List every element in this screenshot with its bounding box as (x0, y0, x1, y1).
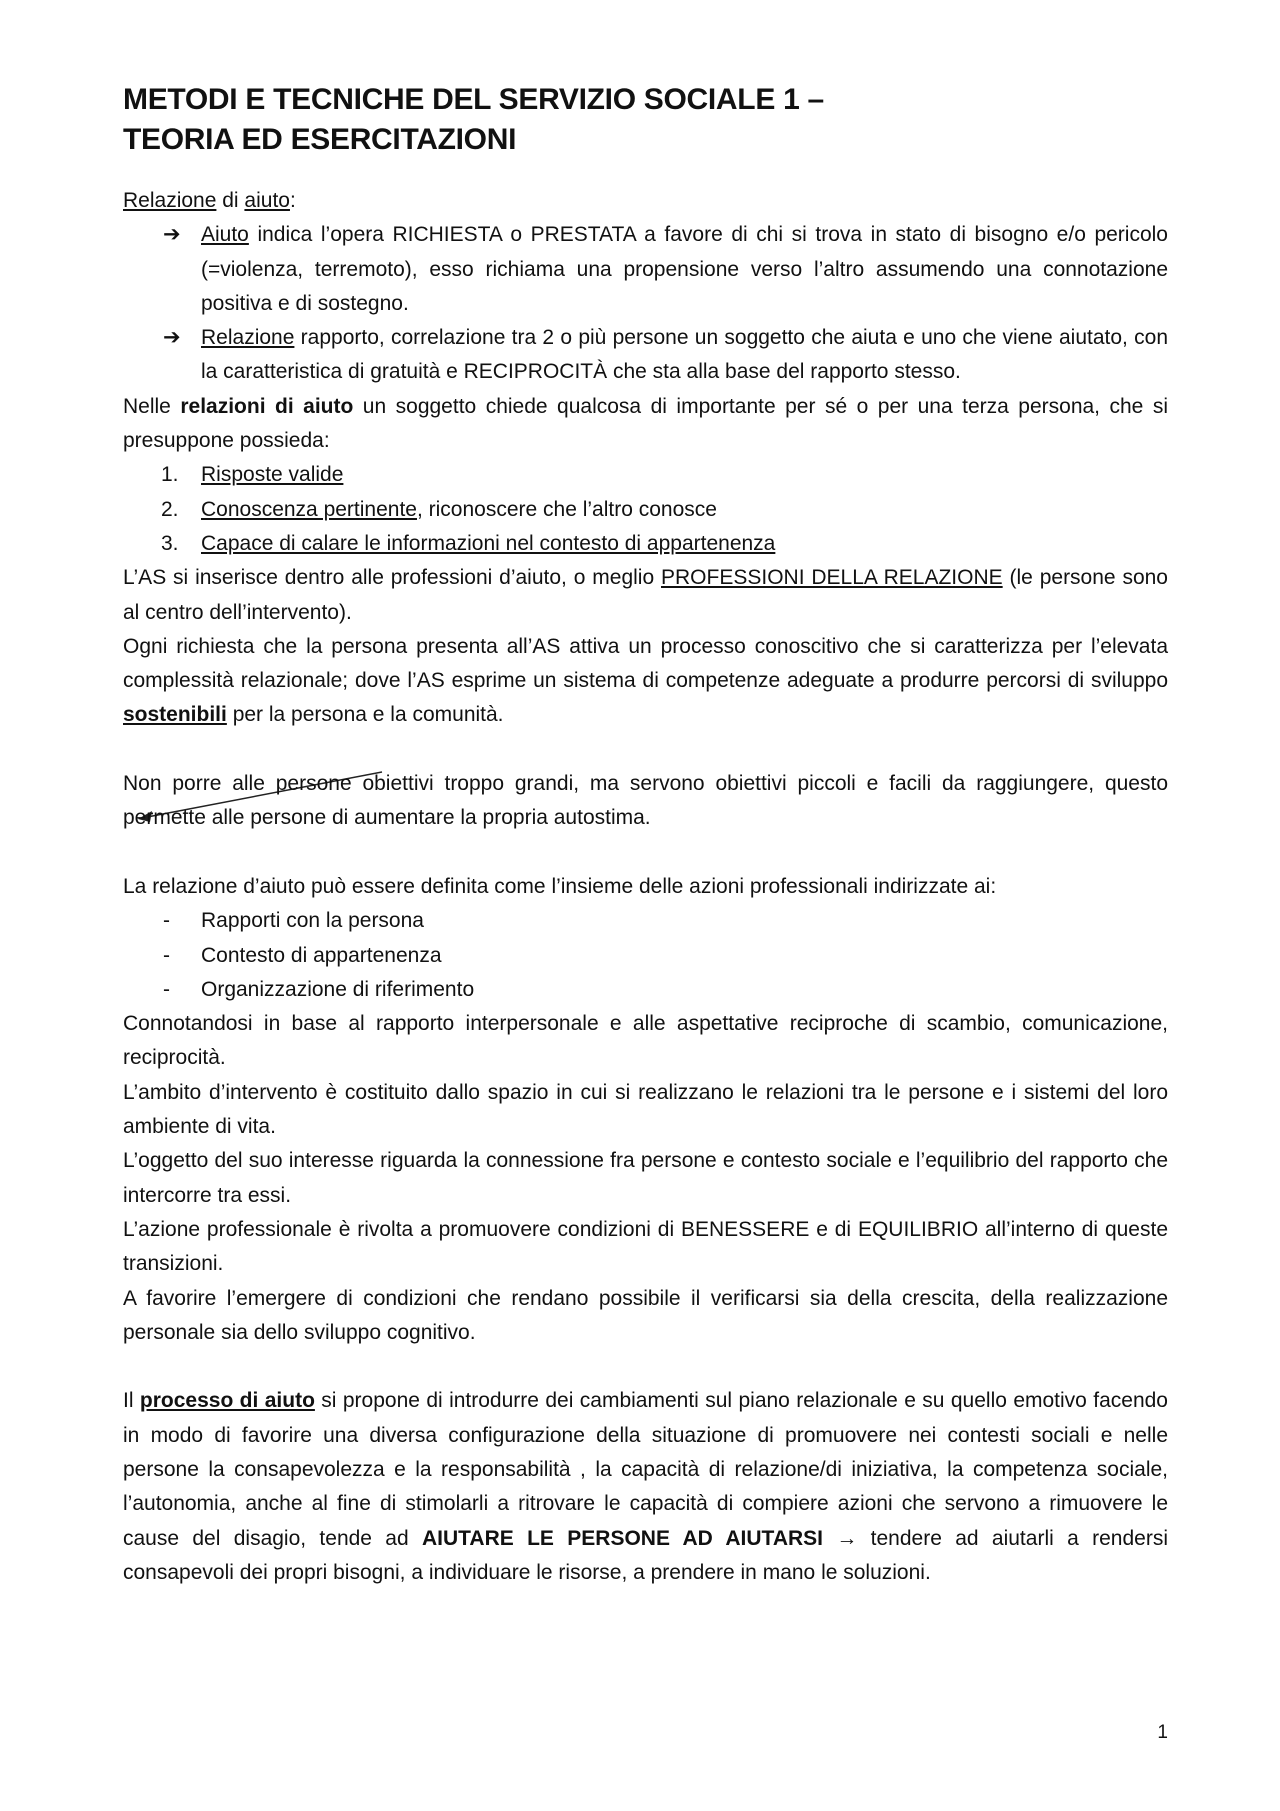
list-item: 2. Conoscenza pertinente, riconoscere che l’altro conosce (161, 497, 717, 521)
paragraph: Connotandosi in base al rapporto interpersonale e alle aspettative reciproche di scambio, comunicazione, reciprocità. (123, 1012, 1168, 1070)
paragraph: L’azione professionale è rivolta a promuovere condizioni di BENESSERE e di EQUILIBRIO all’interno di queste transizioni. (123, 1217, 1168, 1276)
arrow-right-icon: ➔ (163, 326, 181, 350)
list-item: - Organizzazione di riferimento (163, 977, 475, 1001)
definition-list (123, 218, 1168, 389)
spacer (123, 1350, 1168, 1384)
list-item: - Rapporti con la persona (163, 909, 424, 933)
paragraph: L’ambito d’intervento è costituito dallo spazio in cui si realizzano le relazioni tra le persone e i sistemi del loro ambiente di vita. (123, 1080, 1168, 1139)
paragraph-processo-di-aiuto: Il processo di aiuto si propone di introdurre dei cambiamenti sul piano relazionale e su quello emotivo facendo in modo di favorire una diversa configurazione della situazione di promuovere nei contesti sociali e nelle persone la consapevolezza e la responsabilità , la capacità di relazione/di iniziativa, la competenza sociale, l’autonomia, anche al fine di stimolarli a ritrovare le capacità di compiere azioni che servono a rimuovere le cause del disagio, tende ad AIUTARE LE PERSONE AD AIUTARSI → tendere ad aiutarli a rendersi consapevoli dei propri bisogni, a individuare le risorse, a prendere in mano le soluzioni. (123, 1389, 1168, 1584)
list-item: - Contesto di appartenenza (163, 943, 442, 967)
paragraph-richiesta: Ogni richiesta che la persona presenta all’AS attiva un processo conoscitivo che si caratterizza per l’elevata complessità relazionale; dove l’AS esprime un sistema di competenze adeguate a produrre percorsi di sviluppo sostenibili per la persona e la comunità. (123, 634, 1168, 727)
list-item: 3. Capace di calare le informazioni nel contesto di appartenenza (161, 531, 776, 555)
list-item: 1. Risposte valide (161, 463, 344, 487)
list-item: ➔ Relazione rapporto, correlazione tra 2 o più persone un soggetto che aiuta e uno che viene aiutato, con la caratteristica di gratuità e RECIPROCITÀ che sta alla base del rapporto stesso. (123, 321, 1168, 390)
numbered-list (123, 458, 1168, 561)
paragraph: A favorire l’emergere di condizioni che rendano possibile il verificarsi sia della crescita, della realizzazione personale sia dello sviluppo cognitivo. (123, 1286, 1168, 1344)
list-item: ➔ Aiuto indica l’opera RICHIESTA o PRESTATA a favore di chi si trova in stato di bisogno e/o pericolo (=violenza, terremoto), esso richiama una propensione verso l’altro assumendo una connotazione positiva e di sostegno. (123, 218, 1168, 321)
spacer (123, 836, 1168, 870)
paragraph-obiettivi: Non porre alle persone obiettivi troppo grandi, ma servono obiettivi piccoli e facili da raggiungere, questo permette alle persone di aumentare la propria autostima. (123, 772, 1168, 830)
document-title (123, 80, 1168, 160)
section-heading-relazione-di-aiuto: Relazione di aiuto: (123, 189, 296, 212)
document-page (123, 80, 1168, 1590)
arrow-right-icon: → (823, 1526, 871, 1550)
dash-list (123, 904, 1168, 1007)
spacer (123, 733, 1168, 767)
arrow-right-icon: ➔ (163, 223, 181, 247)
paragraph-as-professioni: L’AS si inserisce dentro alle professioni d’aiuto, o meglio PROFESSIONI DELLA RELAZIONE (le persone sono al centro dell’intervento). (123, 566, 1168, 624)
paragraph-definizione: La relazione d’aiuto può essere definita come l’insieme delle azioni professionali indirizzate ai: (123, 874, 997, 898)
title-line-2: TEORIA ED ESERCITAZIONI (123, 123, 517, 156)
paragraph-relazioni-di-aiuto: Nelle relazioni di aiuto un soggetto chiede qualcosa di importante per sé o per una terza persona, che si presuppone possieda: (123, 394, 1168, 453)
paragraph: L’oggetto del suo interesse riguarda la connessione fra persone e contesto sociale e l’equilibrio del rapporto che intercorre tra essi. (123, 1149, 1168, 1207)
title-line-1: METODI E TECNICHE DEL SERVIZIO SOCIALE 1 – (123, 83, 824, 116)
page-number: 1 (1157, 1722, 1168, 1743)
